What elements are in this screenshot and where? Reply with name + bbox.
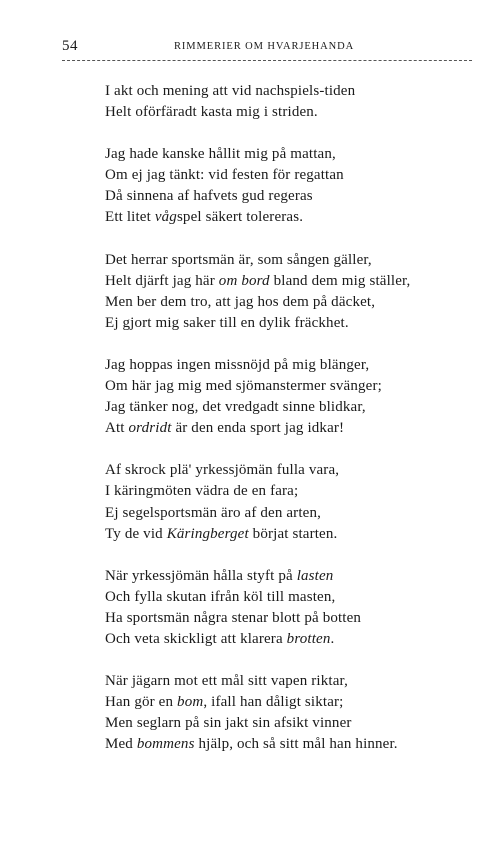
line-text: Det herrar sportsmän är, som sången gäller, (105, 251, 372, 268)
poem-stanza (105, 144, 495, 228)
poem-line (105, 629, 495, 650)
poem-line (105, 608, 495, 629)
line-text: Jag hade kanske hållit mig på mattan, (105, 146, 336, 163)
line-text: börjat starten. (248, 525, 338, 542)
poem-stanza (105, 355, 495, 439)
line-text: Men ber dem tro, att jag hos dem på däcket, (105, 293, 376, 310)
line-text: Om ej jag tänkt: vid festen för regattan (105, 167, 344, 184)
poem-line (105, 355, 495, 376)
line-text: hjälp, och så sitt mål han hinner. (194, 736, 398, 753)
poem-body (105, 81, 495, 776)
line-text: Men seglarn på sin jakt sin afsikt vinner (105, 715, 352, 732)
poem-line (105, 186, 495, 207)
poem-stanza (105, 566, 495, 650)
poem-line (105, 81, 495, 102)
line-text: När jägarn mot ett mål sitt vapen riktar, (105, 673, 348, 690)
poem-line (105, 460, 495, 481)
poem-line (105, 271, 495, 292)
line-text: Och veta skickligt att klarera (105, 630, 287, 647)
poem-stanza (105, 460, 495, 544)
poem-stanza (105, 81, 495, 123)
line-text: När yrkessjömän hålla styft på (105, 567, 297, 584)
line-text: bland dem mig ställer, (269, 272, 411, 289)
poem-line (105, 397, 495, 418)
line-text: Ett litet (105, 209, 155, 226)
poem-line (105, 207, 495, 228)
poem-line (105, 313, 495, 334)
line-text: Jag hoppas ingen missnöjd på mig blänger, (105, 356, 370, 373)
poem-line (105, 503, 495, 524)
line-text: spel säkert tolereras. (176, 209, 304, 226)
poem-line (105, 418, 495, 439)
line-text: Om här jag mig med sjömanstermer svänger; (105, 378, 382, 395)
italic-word: våg (154, 209, 177, 226)
poem-line (105, 566, 495, 587)
line-text: Af skrock plä' yrkessjömän fulla vara, (105, 462, 340, 479)
line-text: Han gör en (105, 694, 178, 711)
poem-line (105, 102, 495, 123)
italic-word: ordridt (128, 420, 172, 437)
line-text: Att (105, 420, 129, 437)
line-text: I käringmöten vädra de en fara; (105, 483, 299, 500)
running-title: RIMMERIER OM HVARJEHANDA (174, 41, 355, 52)
line-text: Ty de vid (105, 525, 167, 542)
italic-word: om bord (218, 272, 270, 289)
header-rule (62, 60, 472, 61)
page-header (62, 38, 472, 68)
poem-line (105, 713, 495, 734)
italic-word: bommens (136, 736, 195, 753)
line-text: Då sinnena af hafvets gud regeras (105, 188, 313, 205)
poem-line (105, 524, 495, 545)
italic-word: lasten (296, 567, 334, 584)
poem-stanza (105, 671, 495, 755)
poem-line (105, 376, 495, 397)
line-text: I akt och mening att vid nachspiels-tiden (105, 83, 356, 99)
line-text: är den enda sport jag idkar! (171, 420, 345, 437)
line-text: Jag tänker nog, det vredgadt sinne blidkar, (105, 399, 366, 416)
poem-line (105, 671, 495, 692)
italic-word: brotten (286, 630, 331, 647)
poem-line (105, 587, 495, 608)
line-text: Ej segelsportsmän äro af den arten, (105, 504, 322, 521)
italic-word: bom (177, 694, 204, 711)
poem-line (105, 692, 495, 713)
page-number: 54 (62, 38, 78, 54)
line-text: Ha sportsmän några stenar blott på botten (105, 609, 362, 626)
line-text: , ifall han dåligt siktar; (203, 694, 344, 711)
line-text: Och fylla skutan ifrån köl till masten, (105, 588, 336, 605)
poem-line (105, 144, 495, 165)
line-text: Med (105, 736, 137, 753)
italic-word: Käringberget (166, 525, 249, 542)
poem-line (105, 250, 495, 271)
line-text: Helt djärft jag här (105, 272, 219, 289)
poem-stanza (105, 250, 495, 334)
poem-line (105, 165, 495, 186)
line-text: . (330, 630, 335, 647)
poem-line (105, 481, 495, 502)
line-text: Helt oförfäradt kasta mig i striden. (105, 104, 318, 121)
poem-line (105, 292, 495, 313)
poem-line (105, 734, 495, 755)
line-text: Ej gjort mig saker till en dylik fräckhet. (105, 314, 349, 331)
